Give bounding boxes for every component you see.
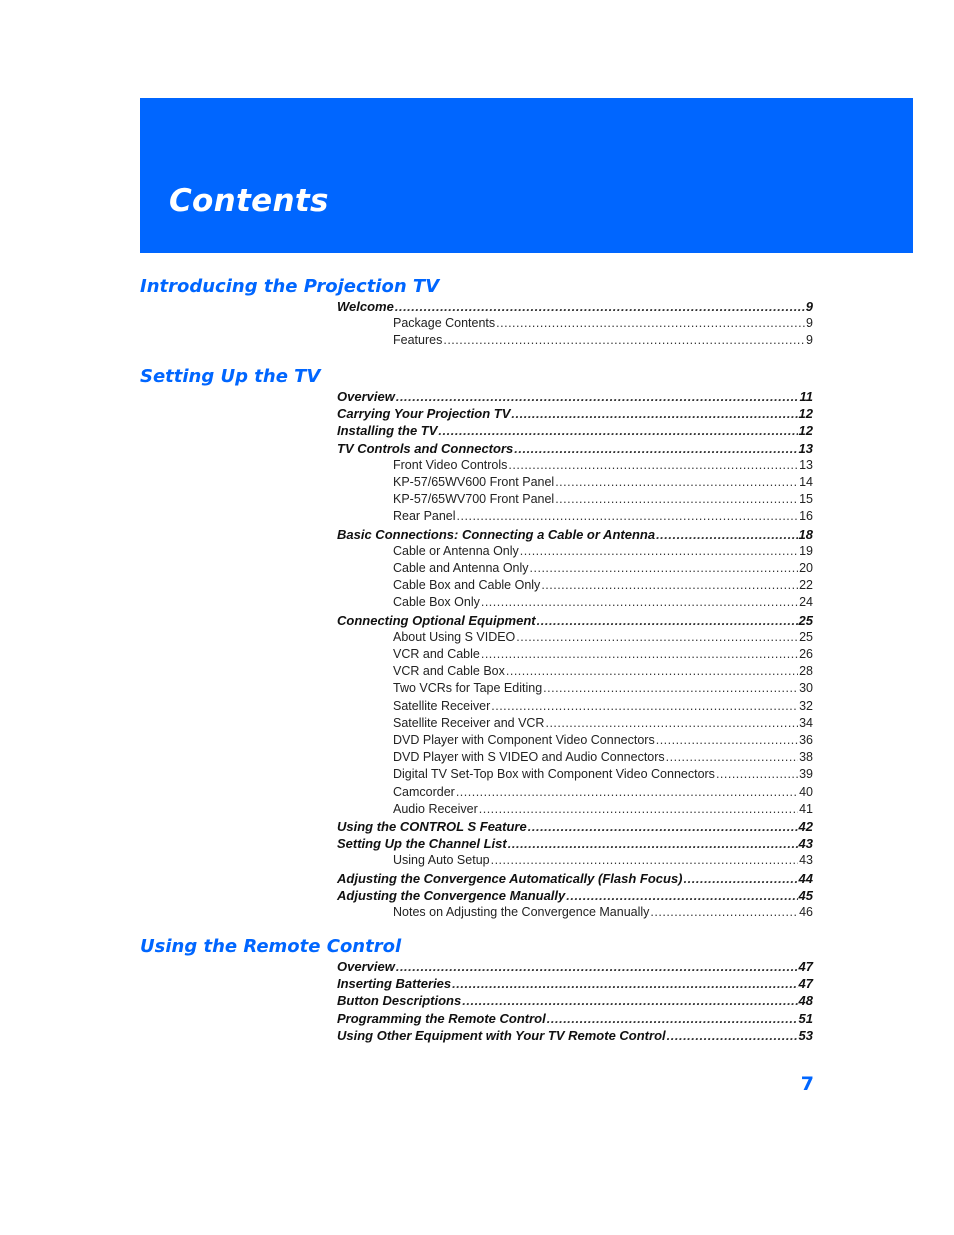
toc-entry-title: Setting Up the Channel List	[337, 836, 507, 852]
dot-leader	[666, 749, 798, 766]
toc-entry-title: Two VCRs for Tape Editing	[393, 681, 543, 696]
dot-leader	[667, 1027, 798, 1044]
toc-entry-title: Welcome	[337, 299, 394, 314]
toc-entry-title: Package Contents	[393, 316, 496, 331]
toc-entry-title: Adjusting the Convergence Manually	[337, 887, 566, 903]
toc-entry-page: 25	[799, 629, 813, 644]
toc-entry[interactable]	[393, 491, 813, 508]
toc-entry[interactable]	[337, 526, 813, 543]
dot-leader	[438, 422, 797, 439]
dot-leader	[491, 698, 798, 715]
toc-entry-page: 43	[798, 836, 813, 852]
toc-entry[interactable]	[337, 612, 813, 629]
toc-entry[interactable]	[393, 332, 813, 349]
section-heading-remote-control: Using the Remote Control	[140, 936, 402, 957]
dot-leader	[481, 646, 798, 663]
dot-leader	[462, 992, 797, 1009]
toc-entry[interactable]	[393, 852, 813, 869]
toc-entry[interactable]	[337, 818, 813, 835]
toc-entry[interactable]	[393, 508, 813, 525]
toc-entry[interactable]	[393, 457, 813, 474]
dot-leader	[530, 560, 799, 577]
dot-leader	[545, 715, 798, 732]
toc-entry[interactable]	[393, 663, 813, 680]
dot-leader	[528, 818, 798, 835]
dot-leader	[452, 975, 797, 992]
toc-entry-title: Satellite Receiver	[393, 698, 491, 713]
dot-leader	[506, 663, 798, 680]
toc-entry[interactable]	[393, 629, 813, 646]
toc-entry-title: Cable and Antenna Only	[393, 561, 529, 575]
toc-entry-page: 9	[806, 333, 813, 348]
toc-entry-page: 45	[798, 887, 813, 903]
toc-entry-page: 25	[798, 612, 813, 628]
toc-entry[interactable]	[393, 715, 813, 732]
dot-leader	[684, 870, 798, 887]
toc-entry[interactable]	[393, 749, 813, 766]
dot-leader	[395, 298, 805, 315]
toc-entry[interactable]	[393, 560, 813, 577]
toc-entry[interactable]	[393, 784, 813, 801]
toc-entry-page: 20	[799, 561, 813, 575]
toc-entry-page: 16	[799, 509, 813, 524]
toc-entry-page: 39	[799, 767, 813, 782]
toc-entry-page: 36	[799, 733, 813, 747]
toc-entry-page: 46	[799, 905, 813, 919]
toc-entry-title: Using Other Equipment with Your TV Remote Control	[337, 1027, 666, 1043]
toc-entry[interactable]	[393, 594, 813, 611]
toc-entry-title: KP-57/65WV700 Front Panel	[393, 492, 555, 507]
toc-entry-page: 40	[799, 784, 813, 799]
toc-entry-title: Features	[393, 333, 443, 348]
toc-entry-page: 22	[799, 578, 813, 593]
toc-entry-title: Audio Receiver	[393, 801, 478, 816]
toc-entry-title: TV Controls and Connectors	[337, 440, 514, 456]
toc-entry-title: Overview	[337, 959, 395, 974]
toc-entry-page: 44	[798, 870, 813, 886]
toc-entry[interactable]	[337, 975, 813, 992]
toc-entry[interactable]	[337, 1027, 813, 1044]
toc-entry-page: 38	[799, 750, 813, 765]
toc-entry-title: Inserting Batteries	[337, 976, 452, 992]
toc-entry-page: 24	[799, 595, 813, 610]
toc-entry[interactable]	[337, 388, 813, 405]
dot-leader	[543, 680, 798, 697]
toc-entry-page: 51	[798, 1010, 813, 1026]
toc-entry-page: 47	[798, 976, 813, 992]
toc-entry-page: 11	[799, 389, 813, 404]
toc-entry[interactable]	[337, 298, 813, 315]
toc-entry-page: 34	[799, 715, 813, 730]
dot-leader	[491, 852, 798, 869]
toc-entry-page: 53	[798, 1027, 813, 1043]
dot-leader	[496, 315, 805, 332]
toc-entry-title: Button Descriptions	[337, 993, 462, 1009]
toc-entry-title: Rear Panel	[393, 509, 456, 524]
toc-entry-page: 47	[798, 959, 813, 974]
toc-entry-page: 30	[799, 681, 813, 696]
toc-entry-page: 48	[798, 993, 813, 1009]
toc-entry-title: Installing the TV	[337, 423, 438, 439]
toc-entry[interactable]	[337, 958, 813, 975]
toc-entry-page: 19	[799, 543, 813, 558]
dot-leader	[537, 612, 798, 629]
page-title: Contents	[169, 183, 329, 219]
toc-entry[interactable]	[393, 315, 813, 332]
toc-entry[interactable]	[393, 474, 813, 491]
contents-banner	[140, 98, 913, 253]
toc-entry-page: 13	[798, 440, 813, 456]
dot-leader	[716, 766, 798, 783]
toc-entry-page: 12	[798, 406, 813, 422]
toc-entry-title: Programming the Remote Control	[337, 1010, 546, 1026]
toc-entry-title: KP-57/65WV600 Front Panel	[393, 475, 555, 489]
toc-entry[interactable]	[393, 543, 813, 560]
toc-entry[interactable]	[337, 440, 813, 457]
toc-entry-title: Carrying Your Projection TV	[337, 406, 511, 422]
toc-entry[interactable]	[393, 680, 813, 697]
dot-leader	[650, 904, 798, 921]
toc-entry-page: 26	[799, 647, 813, 661]
toc-entry-page: 41	[799, 801, 813, 816]
dot-leader	[456, 784, 798, 801]
toc-entry-title: Camcorder	[393, 784, 455, 799]
toc-entry[interactable]	[393, 646, 813, 663]
dot-leader	[511, 405, 797, 422]
dot-leader	[443, 332, 805, 349]
dot-leader	[541, 577, 798, 594]
toc-entry-title: Cable Box and Cable Only	[393, 578, 541, 593]
toc-entry-title: DVD Player with S VIDEO and Audio Connectors	[393, 750, 665, 765]
dot-leader	[656, 526, 797, 543]
toc-entry[interactable]	[337, 992, 813, 1009]
dot-leader	[508, 835, 798, 852]
toc-entry-title: Using the CONTROL S Feature	[337, 819, 527, 834]
toc-entry[interactable]	[337, 422, 813, 439]
dot-leader	[555, 474, 798, 491]
toc-entry[interactable]	[337, 870, 813, 887]
toc-entry[interactable]	[393, 904, 813, 921]
toc-entry[interactable]	[393, 577, 813, 594]
toc-entry[interactable]	[337, 1010, 813, 1027]
toc-entry-page: 43	[799, 853, 813, 868]
toc-entry-title: Cable or Antenna Only	[393, 543, 519, 558]
toc-entry-page: 13	[799, 457, 813, 472]
toc-entry[interactable]	[337, 405, 813, 422]
toc-entry-title: DVD Player with Component Video Connectors	[393, 733, 655, 747]
toc-entry-title: Notes on Adjusting the Convergence Manually	[393, 905, 650, 919]
dot-leader	[508, 457, 798, 474]
toc-entry[interactable]	[337, 835, 813, 852]
toc-entry-title: Using Auto Setup	[393, 853, 490, 868]
toc-entry-title: Adjusting the Convergence Automatically (Flash Focus)	[337, 870, 683, 886]
toc-entry-page: 42	[798, 819, 813, 834]
page-number: 7	[800, 1073, 814, 1095]
dot-leader	[656, 732, 798, 749]
dot-leader	[547, 1010, 798, 1027]
dot-leader	[516, 629, 798, 646]
dot-leader	[520, 543, 798, 560]
dot-leader	[396, 388, 799, 405]
dot-leader	[479, 801, 798, 818]
toc-entry-page: 32	[799, 698, 813, 713]
dot-leader	[555, 491, 798, 508]
toc-entry[interactable]	[393, 766, 813, 783]
toc-entry-page: 9	[805, 299, 813, 314]
toc-entry-page: 12	[798, 423, 813, 439]
toc-entry-page: 9	[806, 316, 813, 331]
toc-entry-title: Overview	[337, 389, 395, 404]
toc-entry-title: VCR and Cable	[393, 647, 480, 661]
dot-leader	[481, 594, 798, 611]
toc-entry[interactable]	[393, 801, 813, 818]
toc-entry-title: Cable Box Only	[393, 595, 480, 610]
toc-entry[interactable]	[393, 732, 813, 749]
section-heading-setting-up: Setting Up the TV	[140, 366, 321, 387]
toc-entry-page: 15	[799, 492, 813, 507]
section-heading-introducing: Introducing the Projection TV	[140, 276, 440, 297]
dot-leader	[514, 440, 797, 457]
toc-entry-title: Satellite Receiver and VCR	[393, 715, 545, 730]
toc-entry-page: 28	[799, 664, 813, 679]
toc-entry-title: Digital TV Set-Top Box with Component Video Connectors	[393, 767, 715, 782]
toc-entry-title: About Using S VIDEO	[393, 629, 516, 644]
toc-entry-title: Connecting Optional Equipment	[337, 612, 536, 628]
toc-entry-title: Basic Connections: Connecting a Cable or Antenna	[337, 526, 656, 542]
toc-entry[interactable]	[393, 698, 813, 715]
toc-entry-title: VCR and Cable Box	[393, 664, 505, 679]
toc-entry-page: 18	[798, 526, 813, 542]
dot-leader	[396, 958, 798, 975]
toc-entry-page: 14	[799, 475, 813, 489]
dot-leader	[457, 508, 799, 525]
toc-entry-title: Front Video Controls	[393, 457, 508, 472]
dot-leader	[566, 887, 797, 904]
toc-entry[interactable]	[337, 887, 813, 904]
